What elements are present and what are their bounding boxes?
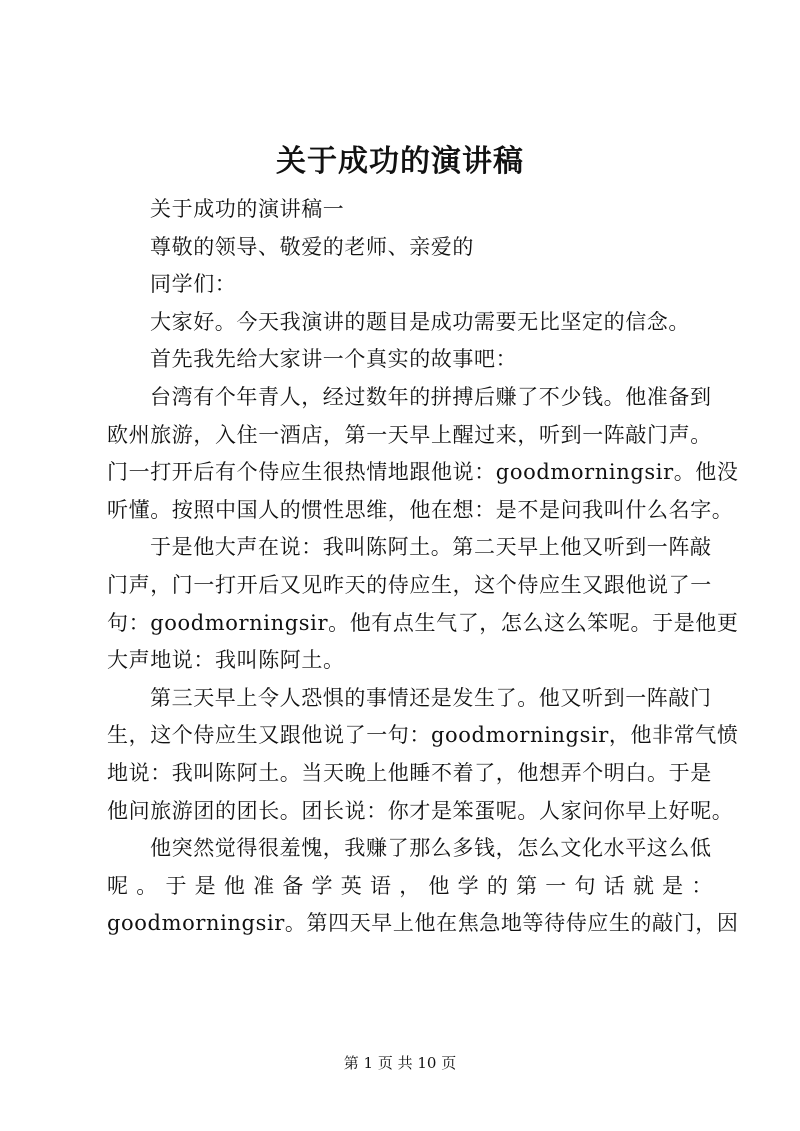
paragraph-line: 生，这个侍应生又跟他说了一句：goodmorningsir，他非常气愤 — [107, 723, 739, 748]
justified-char: 他 — [428, 873, 451, 898]
justified-char: 于 — [165, 873, 188, 898]
document-body — [107, 191, 739, 943]
justified-char: 准 — [253, 873, 275, 898]
justified-char: 学 — [311, 873, 334, 898]
justified-char: 一 — [545, 873, 567, 898]
paragraph-line: goodmorningsir。第四天早上他在焦急地等待侍应生的敲门，因 — [107, 911, 739, 936]
paragraph-line: 门一打开后有个侍应生很热情地跟他说：goodmorningsir。他没 — [107, 460, 739, 485]
paragraph-line: 大家好。今天我演讲的题目是成功需要无比坚定的信念。 — [150, 309, 690, 334]
document-title: 关于成功的演讲稿 — [276, 144, 524, 179]
justified-char: 的 — [486, 873, 509, 898]
paragraph-line: 句：goodmorningsir。他有点生气了，怎么这么笨呢。于是他更 — [107, 610, 739, 635]
justified-char: 就 — [632, 873, 655, 898]
justified-char: 呢 — [107, 873, 129, 898]
page-footer: 第 1 页 共 10 页 — [343, 1054, 457, 1072]
paragraph-line: 关于成功的演讲稿一 — [150, 197, 345, 221]
paragraph-line: 他问旅游团的团长。团长说：你才是笨蛋呢。人家问你早上好呢。 — [107, 798, 734, 823]
justified-char: 语 — [369, 873, 392, 898]
paragraph-line: 听懂。按照中国人的惯性思维，他在想：是不是问我叫什么名字。 — [107, 497, 734, 522]
justified-char: ， — [399, 873, 421, 898]
justified-char: 。 — [136, 873, 158, 898]
justified-char: 第 — [516, 873, 538, 898]
paragraph-line: 门声，门一打开后又见昨天的侍应生，这个侍应生又跟他说了一 — [107, 572, 712, 597]
paragraph-line: 他突然觉得很羞愧，我赚了那么多钱，怎么文化水平这么低 — [150, 836, 712, 861]
justified-char: 是 — [662, 873, 684, 898]
justified-char: ： — [691, 873, 713, 898]
paragraph-line: 尊敬的领导、敬爱的老师、亲爱的 — [150, 234, 474, 259]
justified-char: 话 — [603, 873, 626, 898]
justified-char: 备 — [282, 873, 304, 898]
paragraph-line: 地说：我叫陈阿土。当天晚上他睡不着了，他想弄个明白。于是 — [107, 760, 712, 785]
justified-paragraph-line — [107, 868, 713, 906]
justified-char: 是 — [194, 873, 217, 898]
paragraph-line: 首先我先给大家讲一个真实的故事吧： — [150, 347, 518, 372]
justified-char: 英 — [340, 873, 363, 898]
paragraph-line: 欧州旅游，入住一酒店，第一天早上醒过来，听到一阵敲门声。 — [107, 422, 712, 447]
justified-char: 句 — [574, 873, 597, 898]
justified-char: 他 — [223, 873, 246, 898]
paragraph-line: 台湾有个年青人，经过数年的拼搏后赚了不少钱。他准备到 — [150, 384, 712, 409]
paragraph-line: 第三天早上令人恐惧的事情还是发生了。他又听到一阵敲门 — [150, 685, 712, 710]
paragraph-line: 于是他大声在说：我叫陈阿土。第二天早上他又听到一阵敲 — [150, 535, 712, 560]
paragraph-line: 大声地说：我叫陈阿土。 — [107, 648, 345, 673]
paragraph-line: 同学们： — [150, 272, 237, 297]
justified-char: 学 — [457, 873, 480, 898]
